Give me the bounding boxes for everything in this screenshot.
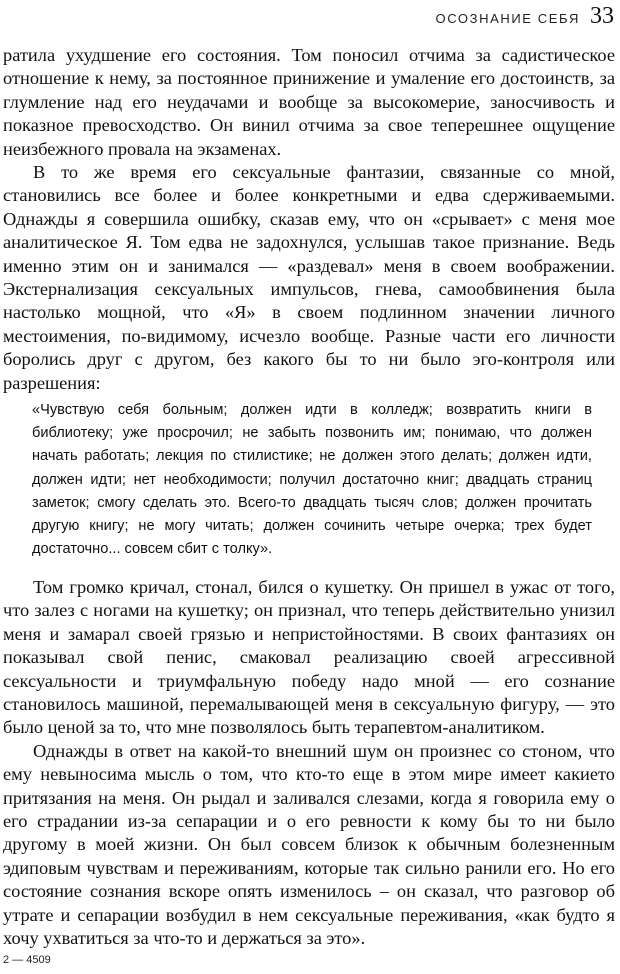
paragraph-4: Однажды в ответ на какой-то внешний шум он произнес со стоном, что ему невыносима мысль о том, что кто-то еще в этом мире имеет какието притязания на меня. Он рыдал и заливался слезами, когда я говорила ему о его страдании из-за сепарации и о его ревности к кому бы то ни было другому в моей жизни. Он был совсем близок к обычным болезненным эдиповым чувствам и переживаниям, которые так сильно ранили его. Но его состояние сознания вскоре опять изменилось – он сказал, что разговор об утрате и сепарации возбудил в нем сексуальные переживания, «как будто я хочу ухватиться за что-то и держаться за это». — [3, 740, 615, 949]
text-block-top — [3, 44, 615, 395]
paragraph-3: Том громко кричал, стонал, бился о кушетку. Он пришел в ужас от того, что залез с ногами на кушетку; он признал, что теперь действительно унизил меня и замарал своей грязью и непристойностями. В своих фантазиях он показывал свой пенис, смаковал реализацию своей агрессивной сексуальности и триумфальную победу надо мной — его сознание становилось машиной, перемалывающей меня в сексуальную фигуру, — это было ценой за то, что мне позволялось быть терапевтом-аналитиком. — [3, 577, 615, 738]
page-header — [436, 4, 614, 34]
signature-mark: 2 — 4509 — [3, 954, 51, 966]
paragraph-1: ратила ухудшение его состояния. Том поносил отчима за садистическое отношение к нему, за постоянное принижение и умаление его достоинств, за глумление над его неудачами и вообще за высокомерие, заносчивость и показное превосходство. Он винил отчима за свое теперешнее ощущение неизбежного провала на экзаменах. — [3, 45, 615, 159]
running-title: ОСОЗНАНИЕ СЕБЯ — [435, 11, 580, 26]
page-number: 33 — [590, 3, 614, 29]
text-block-bottom — [3, 576, 615, 951]
block-quote: «Чувствую себя больным; должен идти в колледж; возвратить книги в библиотеку; уже просрочил; не забыть позвонить им; понимаю, что должен начать работать; лекция по стилистике; не должен этого делать; должен идти, должен идти; нет необходимости; получил достаточно книг; двадцать страниц заметок; смогу сделать это. Всего-то двадцать тысяч слов; должен прочитать другую книгу; не могу читать; должен сочинить четыре очерка; трех будет достаточно... совсем сбит с толку». — [32, 402, 592, 558]
paragraph-2: В то же время его сексуальные фантазии, связанные со мной, становились все более и более конкретными и едва сдерживаемыми. Однажды я совершила ошибку, сказав ему, что он «срывает» с меня мое аналитическое Я. Том едва не задохнулся, услышав такое признание. Ведь именно этим он и занимался — «раздевал» меня в своем воображении. Экстернализация сексуальных импульсов, гнева, самообвинения была настолько мощной, что «Я» в своем подлинном значении личного местоимения, по-видимому, исчезло вообще. Разные части его личности боролись друг с другом, без какого бы то ни было эго-контроля или разрешения: — [3, 162, 615, 393]
